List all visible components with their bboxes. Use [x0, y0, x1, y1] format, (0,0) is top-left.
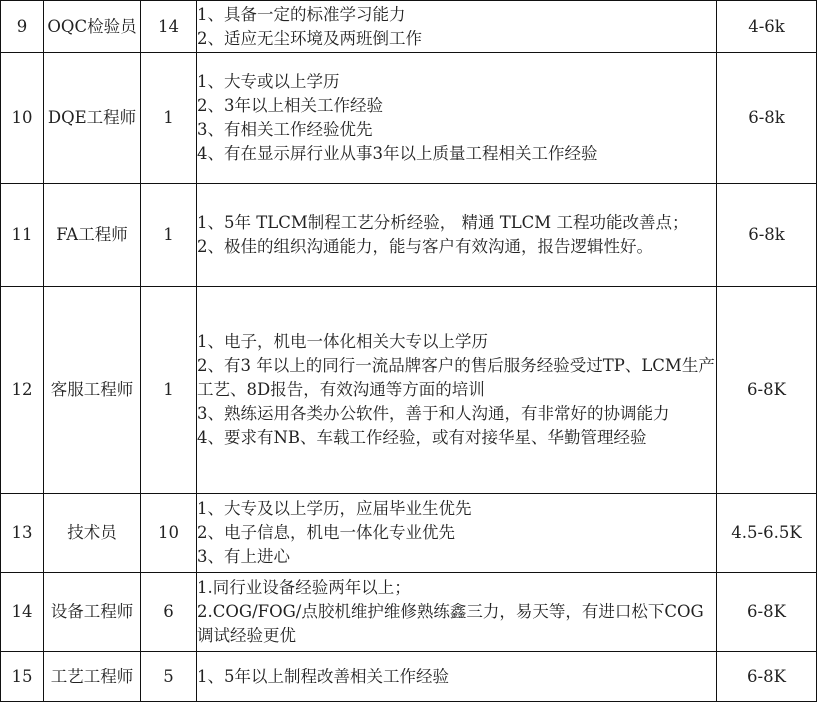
row-number: 11	[1, 184, 44, 287]
requirements-cell	[197, 287, 717, 494]
job-title: OQC检验员	[44, 1, 141, 53]
headcount: 5	[141, 652, 197, 702]
headcount: 10	[141, 494, 197, 573]
requirement-line: 2、电子信息，机电一体化专业优先	[197, 523, 455, 542]
salary-range: 6-8K	[717, 573, 817, 652]
requirements-cell	[197, 573, 717, 652]
table-row	[1, 53, 817, 184]
requirement-line: 4、有在显示屏行业从事3年以上质量工程相关工作经验	[197, 144, 598, 163]
row-number: 13	[1, 494, 44, 573]
requirement-line: 1、大专或以上学历	[197, 72, 340, 91]
salary-range: 6-8k	[717, 184, 817, 287]
job-title: 设备工程师	[44, 573, 141, 652]
job-title: 客服工程师	[44, 287, 141, 494]
table-row	[1, 573, 817, 652]
table-row	[1, 652, 817, 702]
row-number: 9	[1, 1, 44, 53]
headcount: 1	[141, 53, 197, 184]
requirement-line: 2、适应无尘环境及两班倒工作	[197, 28, 422, 48]
table-row	[1, 184, 817, 287]
requirements-cell	[197, 1, 717, 53]
salary-range: 4.5-6.5K	[717, 494, 817, 573]
requirement-line: 2、3年以上相关工作经验	[197, 96, 383, 115]
row-number: 10	[1, 53, 44, 184]
requirement-line: 1、大专及以上学历，应届毕业生优先	[197, 499, 472, 518]
requirements-cell	[197, 652, 717, 702]
requirement-line: 1、电子，机电一体化相关大专以上学历	[197, 332, 488, 351]
job-title: 工艺工程师	[44, 652, 141, 702]
job-title: FA工程师	[44, 184, 141, 287]
requirement-line: 2、极佳的组织沟通能力，能与客户有效沟通，报告逻辑性好。	[197, 237, 653, 256]
requirement-line: 3、有相关工作经验优先	[197, 120, 373, 139]
requirements-cell	[197, 184, 717, 287]
salary-range: 6-8k	[717, 53, 817, 184]
requirement-line: 4、要求有NB、车载工作经验，或有对接华星、华勤管理经验	[197, 428, 647, 447]
job-title: DQE工程师	[44, 53, 141, 184]
requirement-line: 2、有3 年以上的同行一流品牌客户的售后服务经验受过TP、LCM生产工艺、8D报告，有效沟通等方面的培训	[197, 356, 715, 399]
table-row	[1, 287, 817, 494]
headcount: 14	[141, 1, 197, 53]
requirements-cell	[197, 53, 717, 184]
requirement-line: 3、熟练运用各类办公软件，善于和人沟通，有非常好的协调能力	[197, 404, 670, 423]
row-number: 12	[1, 287, 44, 494]
requirement-line: 1.同行业设备经验两年以上；	[197, 578, 411, 597]
salary-range: 6-8K	[717, 287, 817, 494]
job-title: 技术员	[44, 494, 141, 573]
row-number: 15	[1, 652, 44, 702]
requirement-line: 2.COG/FOG/点胶机维护维修熟练鑫三力，易天等，有进口松下COG调试经验更优	[197, 602, 704, 645]
requirement-line: 1、5年以上制程改善相关工作经验	[197, 666, 449, 686]
row-number: 14	[1, 573, 44, 652]
headcount: 6	[141, 573, 197, 652]
salary-range: 6-8K	[717, 652, 817, 702]
headcount: 1	[141, 184, 197, 287]
requirement-line: 1、5年 TLCM制程工艺分析经验， 精通 TLCM 工程功能改善点；	[197, 213, 689, 232]
requirement-line: 3、有上进心	[197, 547, 290, 566]
salary-range: 4-6k	[717, 1, 817, 53]
table-row	[1, 494, 817, 573]
headcount: 1	[141, 287, 197, 494]
requirements-cell	[197, 494, 717, 573]
table-row	[1, 1, 817, 53]
requirement-line: 1、具备一定的标准学习能力	[197, 4, 406, 24]
